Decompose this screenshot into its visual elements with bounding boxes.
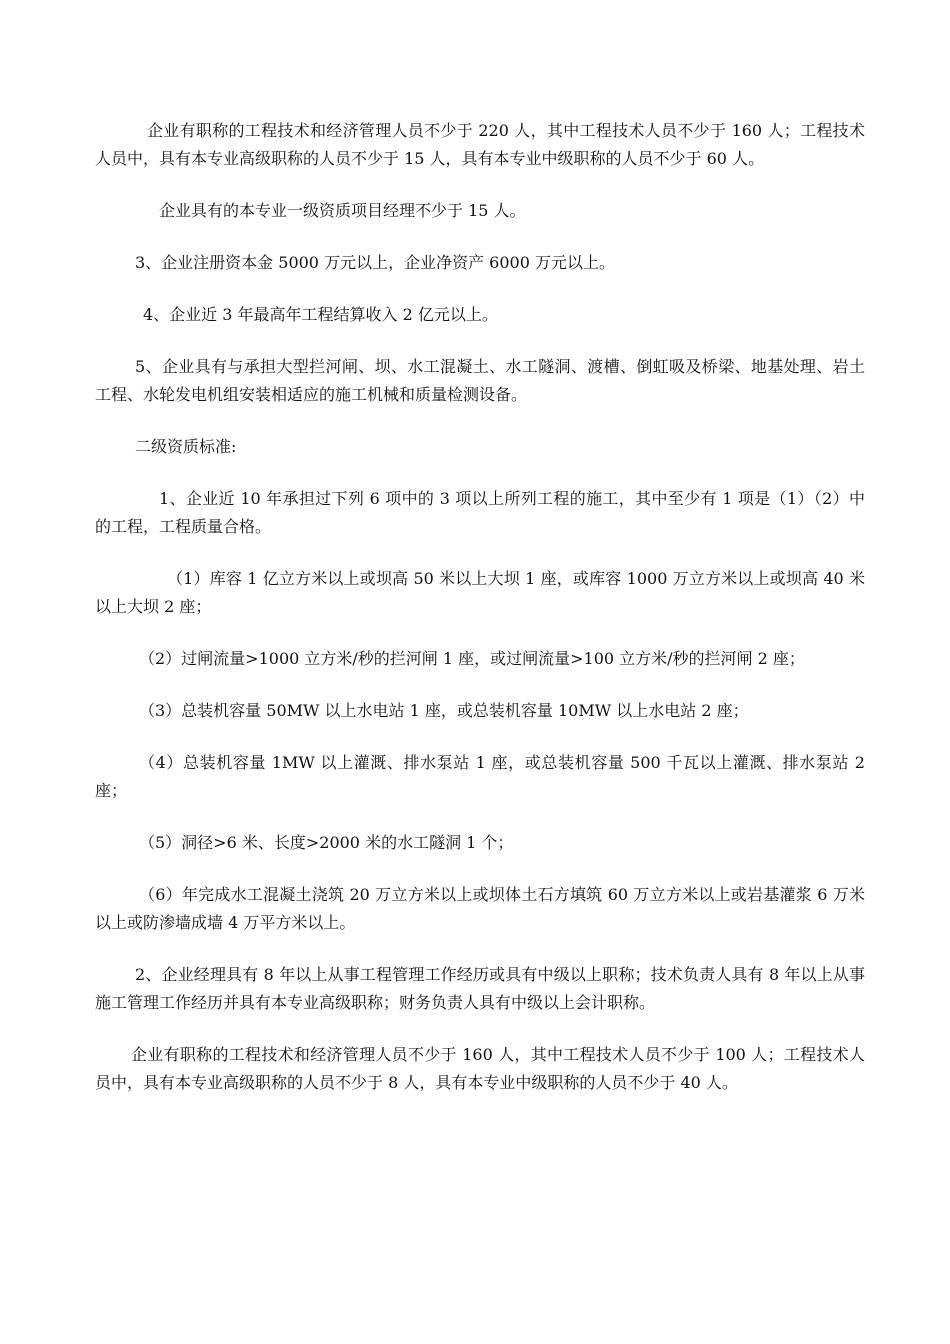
paragraph-settlement-income: 4、企业近 3 年最高年工程结算收入 2 亿元以上。 xyxy=(143,305,498,324)
list-item-reservoir-dam: （1）库容 1 亿立方米以上或坝高 50 米以上大坝 1 座，或库容 1000 万立方米以上或坝高 40 米以上大坝 2 座； xyxy=(95,569,865,616)
list-item-pump-station: （4）总装机容量 1MW 以上灌溉、排水泵站 1 座，或总装机容量 500 千瓦以上灌溉、排水泵站 2 座； xyxy=(95,753,865,800)
paragraph-staff-requirement-level1: 企业有职称的工程技术和经济管理人员不少于 220 人，其中工程技术人员不少于 160 人；工程技术人员中，具有本专业高级职称的人员不少于 15 人，具有本专业中级职称的人员不少于 60 人。 xyxy=(95,121,865,168)
list-item-sluice-gate: （2）过闸流量>1000 立方米/秒的拦河闸 1 座，或过闸流量>100 立方米/秒的拦河闸 2 座； xyxy=(139,649,805,668)
list-item-concrete-works: （6）年完成水工混凝土浇筑 20 万立方米以上或坝体土石方填筑 60 万立方米以上或岩基灌浆 6 万米以上或防渗墙成墙 4 万平方米以上。 xyxy=(95,885,865,932)
paragraph-project-experience: 1、企业近 10 年承担过下列 6 项中的 3 项以上所列工程的施工，其中至少有 1 项是（1）（2）中的工程，工程质量合格。 xyxy=(95,489,865,536)
document-body xyxy=(95,117,865,1121)
paragraph-staff-requirement-level2: 企业有职称的工程技术和经济管理人员不少于 160 人，其中工程技术人员不少于 100 人；工程技术人员中，具有本专业高级职称的人员不少于 8 人，具有本专业中级职称的人员不少于 40 人。 xyxy=(95,1045,865,1092)
paragraph-management-qualification: 2、企业经理具有 8 年以上从事工程管理工作经历或具有中级以上职称；技术负责人具有 8 年以上从事施工管理工作经历并具有本专业高级职称；财务负责人具有中级以上会计职称。 xyxy=(95,965,865,1012)
list-item-tunnel: （5）洞径>6 米、长度>2000 米的水工隧洞 1 个； xyxy=(139,833,514,852)
paragraph-equipment-requirement: 5、企业具有与承担大型拦河闸、坝、水工混凝土、水工隧洞、渡槽、倒虹吸及桥梁、地基处理、岩土工程、水轮发电机组安装相适应的施工机械和质量检测设备。 xyxy=(95,357,865,404)
paragraph-project-manager-requirement: 企业具有的本专业一级资质项目经理不少于 15 人。 xyxy=(159,201,526,220)
section-heading-level2-standard: 二级资质标准: xyxy=(135,437,237,456)
list-item-hydropower-station: （3）总装机容量 50MW 以上水电站 1 座，或总装机容量 10MW 以上水电站 2 座； xyxy=(139,701,749,720)
paragraph-registered-capital: 3、企业注册资本金 5000 万元以上，企业净资产 6000 万元以上。 xyxy=(135,253,615,272)
